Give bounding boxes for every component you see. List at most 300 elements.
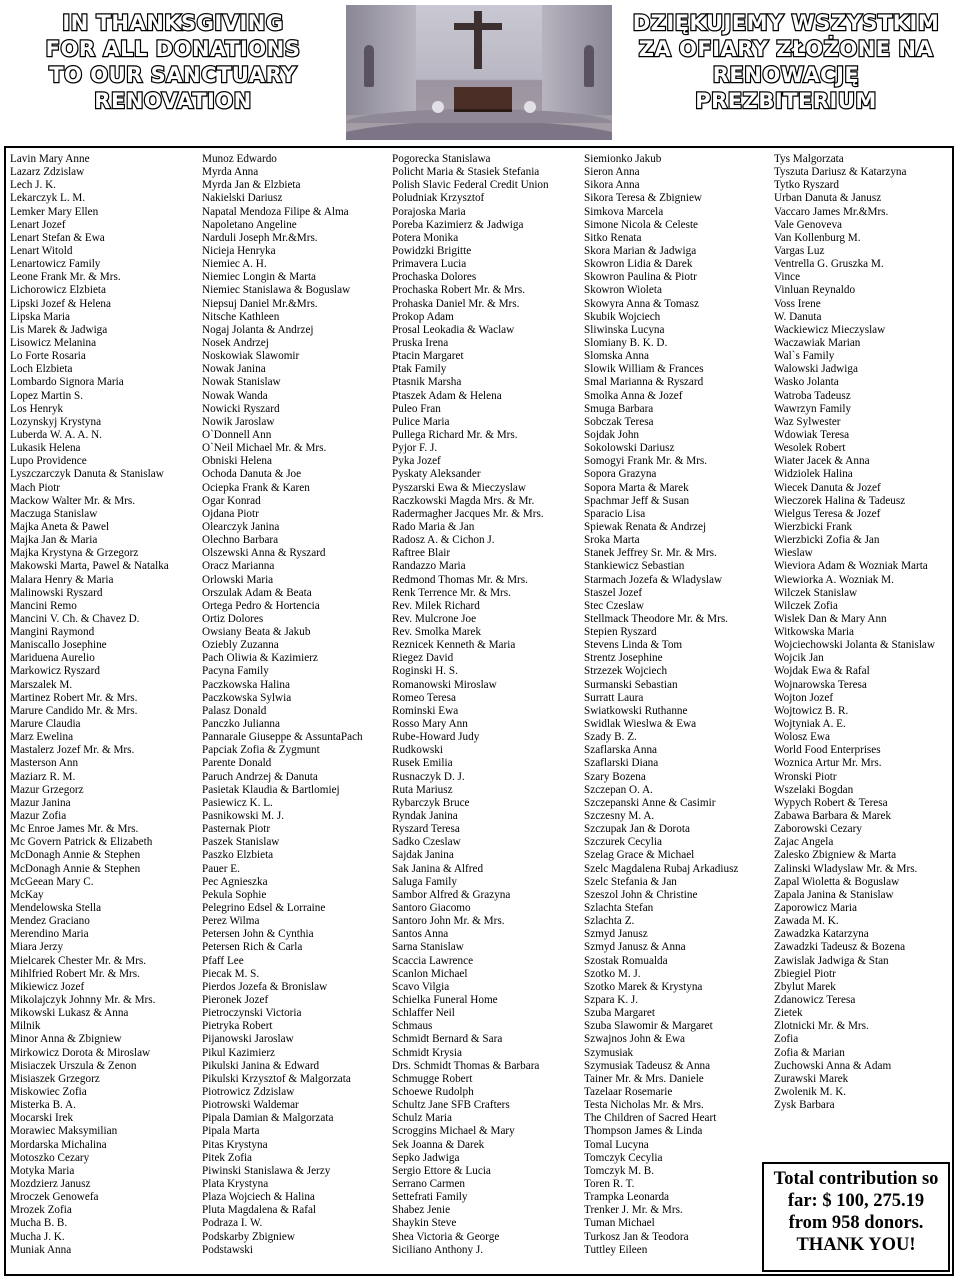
donor-name: Sroka Marta [584, 534, 640, 547]
donor-name: Luberda W. A. A. N. [10, 428, 102, 441]
donor-name: Nitsche Kathleen [202, 310, 280, 323]
donor-name: Sikora Teresa & Zbigniew [584, 192, 703, 205]
donor-name: Lombardo Signora Maria [10, 376, 124, 389]
donor-name: Walowski Jadwiga [774, 363, 858, 376]
donor-name: Niemiec Longin & Marta [202, 271, 317, 284]
donor-name: Perez Wilma [202, 915, 260, 928]
donor-name: Sek Joanna & Darek [392, 1138, 485, 1151]
photo-step-lower [346, 121, 612, 140]
donor-name: Slomiany B. K. D. [584, 336, 668, 349]
donor-column-1 [10, 153, 169, 1257]
donor-name: Policht Maria & Stasiek Stefania [392, 166, 540, 179]
donor-name: Palasz Donald [202, 704, 267, 717]
donor-name: Zalinski Wladyslaw Mr. & Mrs. [774, 862, 918, 875]
donor-name: Myrda Jan & Elzbieta [202, 179, 301, 192]
donor-name: Olearczyk Janina [202, 520, 280, 533]
donor-name: Orszulak Adam & Beata [202, 586, 312, 599]
donor-name: Niepsuj Daniel Mr.&Mrs. [202, 297, 318, 310]
donor-name: Zawadzka Katarzyna [774, 928, 869, 941]
donor-name: Rusnaczyk D. J. [392, 770, 465, 783]
donor-name: Motyka Maria [10, 1164, 75, 1177]
photo-crucifix [474, 11, 482, 69]
donor-name: Pieronek Jozef [202, 994, 269, 1006]
donor-name: Ptak Family [392, 363, 447, 376]
donor-name: Rominski Ewa [392, 704, 459, 717]
donor-name: Nowik Jaroslaw [202, 415, 275, 428]
donor-name: Ociepka Frank & Karen [202, 481, 310, 494]
donor-name: Muniak Anna [10, 1243, 72, 1256]
donor-name: Mastalerz Jozef Mr. & Mrs. [10, 744, 135, 757]
donor-name: Wypych Robert & Teresa [774, 796, 888, 809]
donor-name: Pogorecka Stanislawa [392, 153, 491, 165]
donor-name: Sieron Anna [584, 166, 640, 179]
donor-name: Nowak Stanislaw [202, 376, 281, 389]
donor-name: Wasko Jolanta [774, 376, 839, 389]
donor-name: Zapala Janina & Stanislaw [774, 888, 894, 901]
donor-name: Pulice Maria [392, 415, 450, 428]
donor-name: Sliwinska Lucyna [584, 323, 665, 336]
donor-name: Ogar Konrad [202, 494, 261, 507]
donor-name: Rosso Mary Ann [392, 718, 468, 731]
donor-name: Sergio Ettore & Lucia [392, 1164, 491, 1177]
donor-name: Mucha B. B. [10, 1217, 68, 1230]
donor-name: Pierdos Jozefa & Bronislaw [202, 980, 328, 993]
donor-name: Sitko Renata [584, 231, 642, 244]
donor-name: Smal Marianna & Ryszard [584, 376, 704, 389]
donor-name: Lenart Stefan & Ewa [10, 231, 105, 244]
donor-name: Petersen John & Cynthia [202, 928, 314, 941]
donor-name: Sobczak Teresa [584, 415, 654, 428]
donor-name: Ptaszek Adam & Helena [392, 389, 502, 402]
donor-name: Tomal Lucyna [584, 1138, 649, 1151]
donor-name: Pacyna Family [202, 665, 269, 678]
donor-name: Pelegrino Edsel & Lorraine [202, 902, 326, 915]
donor-name: Scavo Vilgia [392, 980, 450, 993]
donor-name: Schielka Funeral Home [392, 994, 498, 1006]
donor-name: Malinowski Ryszard [10, 586, 103, 599]
donor-name: Lo Forte Rosaria [10, 350, 86, 363]
donor-name: Mazur Janina [10, 796, 71, 809]
donor-name: Lozynskyj Krystyna [10, 415, 102, 428]
donor-name: Lyszczarczyk Danuta & Stanislaw [10, 468, 164, 481]
donor-name: Ortega Pedro & Hortencia [202, 599, 320, 612]
donor-name: Prohaska Daniel Mr. & Mrs. [392, 297, 520, 310]
donor-name: Zdanowicz Teresa [774, 994, 856, 1006]
donor-name: Rusek Emilia [392, 757, 453, 770]
donor-name: Szczesny M. A. [584, 810, 655, 823]
donor-name: Pruska Irena [392, 336, 449, 349]
donor-name: Pfaff Lee [202, 954, 244, 967]
donor-name: Woznica Artur Mr. Mrs. [774, 757, 882, 770]
donor-name: Szuba Margaret [584, 1007, 655, 1020]
donor-name: Podskarby Zbigniew [202, 1230, 295, 1243]
photo-wall-right [542, 5, 612, 115]
donor-name: Zlotnicki Mr. & Mrs. [774, 1020, 869, 1033]
donor-name: Mordarska Michalina [10, 1138, 107, 1151]
donor-name: Zwolenik M. K. [774, 1085, 847, 1098]
donor-name: Skubik Wojciech [584, 310, 661, 323]
donor-name: Poreba Kazimierz & Jadwiga [392, 218, 524, 231]
donor-name: Wojtowicz B. R. [774, 704, 849, 717]
donor-name: Szeszol John & Christine [584, 888, 698, 901]
english-heading-line: TO OUR SANCTUARY [49, 63, 297, 87]
donor-name: Mirkowicz Dorota & Miroslaw [10, 1046, 151, 1059]
donor-name: Lemker Mary Ellen [10, 205, 99, 218]
donor-name: Lenartowicz Family [10, 258, 101, 271]
donor-name: Urban Danuta & Janusz [774, 192, 882, 205]
donor-name: Mendez Graciano [10, 915, 90, 928]
donor-name: Raftree Blair [392, 547, 451, 560]
donor-name: Nowak Janina [202, 363, 266, 376]
donor-name: Waczawiak Marian [774, 336, 861, 349]
donor-name: Tomczyk M. B. [584, 1164, 655, 1177]
total-line: Total contribution so [773, 1169, 939, 1189]
donor-name: Stevens Linda & Tom [584, 639, 683, 652]
donor-name: Van Kollenburg M. [774, 231, 861, 244]
donor-name: Strzezek Wojciech [584, 665, 668, 678]
donor-name: Lazarz Zdzislaw [10, 166, 85, 179]
donor-name: Orlowski Maria [202, 573, 274, 586]
donor-name: Swiatkowski Ruthanne [584, 704, 688, 717]
donor-name: Stec Czeslaw [584, 599, 644, 612]
donor-name: Sojdak John [584, 428, 640, 441]
donor-name: Zapal Wioletta & Boguslaw [774, 875, 900, 888]
donor-name: Pikul Kazimierz [202, 1046, 276, 1059]
donor-name: Mariduena Aurelio [10, 652, 95, 665]
donor-name: Mc Enroe James Mr. & Mrs. [10, 823, 139, 836]
donor-name: Siciliano Anthony J. [392, 1243, 484, 1256]
donor-name: Ruta Mariusz [392, 783, 453, 796]
donor-name: Mikolajczyk Johnny Mr. & Mrs. [10, 994, 156, 1006]
donor-name: Oracz Marianna [202, 560, 275, 573]
donor-name: Puleo Fran [392, 402, 441, 415]
total-contribution-box [762, 1162, 950, 1272]
donor-name: Ryndak Janina [392, 810, 458, 823]
donor-name: Tys Malgorzata [774, 153, 844, 165]
photo-wall-left [346, 5, 416, 115]
donor-name: Sikora Anna [584, 179, 640, 192]
donor-name: Starmach Jozefa & Wladyslaw [584, 573, 723, 586]
donor-column-2 [202, 153, 363, 1257]
donor-name: Drs. Schmidt Thomas & Barbara [392, 1059, 540, 1072]
donor-name: Rev. Smolka Marek [392, 626, 482, 639]
donor-name: Wdowiak Teresa [774, 428, 850, 441]
donor-name: Primavera Lucia [392, 258, 467, 271]
donor-name: Watroba Tadeusz [774, 389, 851, 402]
donor-name: Nosek Andrzej [202, 336, 269, 349]
donor-name: Prosal Leokadia & Waclaw [392, 323, 515, 336]
donor-name: Rudkowski [392, 744, 443, 757]
donor-name: Wesolek Robert [774, 442, 846, 455]
donor-name: Lisowicz Melanina [10, 336, 97, 349]
donor-name: Plata Krystyna [202, 1177, 269, 1190]
donor-name: Porajoska Maria [392, 205, 466, 218]
donor-name: Martinez Robert Mr. & Mrs. [10, 691, 138, 704]
donor-name: Schmaus [392, 1020, 433, 1033]
donor-name: Rybarczyk Bruce [392, 796, 470, 809]
donor-name: Niemiec Stanislawa & Boguslaw [202, 284, 351, 297]
donor-name: Schmidt Krysia [392, 1046, 462, 1059]
donor-name: Lopez Martin S. [10, 389, 84, 402]
donor-name: Wojciechowski Jolanta & Stanislaw [774, 639, 935, 652]
donor-name: O`Neil Michael Mr. & Mrs. [202, 442, 327, 455]
donor-name: Wojtyniak A. E. [774, 718, 846, 731]
donor-name: Tytko Ryszard [774, 179, 839, 192]
donor-name: Owsiany Beata & Jakub [202, 626, 311, 639]
donor-name: Pluta Magdalena & Rafal [202, 1204, 317, 1217]
donor-name: Zaporowicz Maria [774, 902, 857, 915]
donor-name: Pannarale Giuseppe & AssuntaPach [202, 731, 363, 744]
donor-name: Siemionko Jakub [584, 153, 662, 165]
donor-name: Radosz A. & Cichon J. [392, 534, 495, 547]
donor-name: Wilczek Stanislaw [774, 586, 858, 599]
donor-name: O`Donnell Ann [202, 428, 272, 441]
donor-name: Masterson Ann [10, 757, 79, 770]
donor-name: Pitas Krystyna [202, 1138, 268, 1151]
donor-name: Papciak Zofia & Zygmunt [202, 744, 320, 757]
donor-name: Rado Maria & Jan [392, 520, 475, 533]
donor-name: Zbiegiel Piotr [774, 967, 836, 980]
donor-name: Paczkowska Sylwia [202, 691, 292, 704]
donor-name: Mucha J. K. [10, 1230, 65, 1243]
donor-name: Tyszuta Dariusz & Katarzyna [774, 166, 907, 179]
donor-name: Vale Genoveva [774, 218, 843, 231]
donor-name: Trenker J. Mr. & Mrs. [584, 1204, 683, 1217]
donor-name: Pietryka Robert [202, 1020, 273, 1033]
donor-name: Zaborowski Cezary [774, 823, 862, 836]
donor-name: Santoro John Mr. & Mrs. [392, 915, 505, 928]
donor-name: Toren R. T. [584, 1177, 635, 1190]
donor-name: Milnik [10, 1020, 41, 1033]
donor-name: Schmidt Bernard & Sara [392, 1033, 503, 1046]
donor-name: Sparacio Lisa [584, 507, 646, 520]
donor-name: Marure Candido Mr. & Mrs. [10, 704, 138, 717]
english-heading [8, 10, 338, 114]
photo-crucifix-beam [454, 23, 502, 30]
donor-name: Panczko Julianna [202, 718, 280, 731]
donor-name: Zalesko Zbigniew & Marta [774, 849, 897, 862]
photo-altar [454, 87, 512, 109]
donor-name: Pec Agnieszka [202, 875, 268, 888]
donor-name: Voss Irene [774, 297, 821, 310]
donor-name: Powidzki Brigitte [392, 244, 472, 257]
donor-name: Lenart Witold [10, 244, 73, 257]
donor-name: Redmond Thomas Mr. & Mrs. [392, 573, 528, 586]
donor-name: Mancini Remo [10, 599, 77, 612]
donor-name: Sokolowski Dariusz [584, 442, 675, 455]
donor-name: Munoz Edwardo [202, 153, 277, 165]
donor-name: Lukasik Helena [10, 442, 81, 455]
donor-name: Lekarczyk L. M. [10, 192, 86, 205]
donor-name: Pauer E. [202, 862, 240, 875]
donor-name: Reznicek Kenneth & Maria [392, 639, 516, 652]
donor-name: Podstawski [202, 1243, 253, 1256]
donor-name: Romeo Teresa [392, 691, 456, 704]
donor-name: Piotrowicz Zdzislaw [202, 1085, 295, 1098]
donor-name: Malara Henry & Maria [10, 573, 114, 586]
donor-name: Nowak Wanda [202, 389, 268, 402]
donor-name: Wielgus Teresa & Jozef [774, 507, 881, 520]
donor-name: Piotrowski Waldemar [202, 1099, 299, 1112]
donor-name: Merendino Maria [10, 928, 89, 941]
donor-name: Pyszarski Ewa & Mieczyslaw [392, 481, 526, 494]
donor-name: Poludniak Krzysztof [392, 192, 485, 205]
donor-name: Zietek [774, 1007, 803, 1020]
donor-name: Smuga Barbara [584, 402, 654, 415]
donor-name: Nogaj Jolanta & Andrzej [202, 323, 314, 336]
donor-name: Ptacin Margaret [392, 350, 464, 363]
donor-name: Prochaska Dolores [392, 271, 477, 284]
donor-name: Tuman Michael [584, 1217, 655, 1230]
donor-name: Lupo Providence [10, 455, 87, 468]
donor-name: Paszko Elzbieta [202, 849, 274, 862]
donor-name: Scanlon Michael [392, 967, 468, 980]
donor-name: Lavin Mary Anne [10, 153, 90, 165]
donor-name: Mendelowska Stella [10, 902, 102, 915]
donor-name: Szczepanski Anne & Casimir [584, 796, 716, 809]
donor-column-3 [392, 153, 549, 1257]
donor-name: Wilczek Zofia [774, 599, 838, 612]
donor-name: Wierzbicki Zofia & Jan [774, 534, 880, 547]
donor-name: Mozdzierz Janusz [10, 1177, 91, 1190]
donor-name: Ojdana Piotr [202, 507, 259, 520]
donor-name: Plaza Wojciech & Halina [202, 1191, 315, 1204]
donor-name: Spachmar Jeff & Susan [584, 494, 690, 507]
donor-name: Szmyd Janusz & Anna [584, 941, 686, 954]
donor-name: Marure Claudia [10, 718, 81, 731]
donor-name: Szotko M. J. [584, 967, 641, 980]
donor-name: Nowicki Ryszard [202, 402, 280, 415]
donor-name: Testa Nicholas Mr. & Mrs. [584, 1099, 704, 1112]
donor-name: Szelc Stefania & Jan [584, 875, 677, 888]
donor-name: Schmugge Robert [392, 1072, 473, 1085]
donor-name: Myrda Anna [202, 166, 259, 179]
donor-name: Vince [774, 271, 801, 284]
donor-name: Szady B. Z. [584, 731, 637, 744]
donor-name: Nakielski Dariusz [202, 192, 283, 205]
sanctuary-photo [346, 5, 612, 140]
donor-name: Wal`s Family [774, 350, 835, 363]
donor-name: Olszewski Anna & Ryszard [202, 547, 326, 560]
donor-name: Maniscallo Josephine [10, 639, 107, 652]
polish-heading-line: PREZBITERIUM [695, 89, 877, 113]
donor-name: Wiewiorka A. Wozniak M. [774, 573, 894, 586]
donor-name: Prokop Adam [392, 310, 454, 323]
donor-name: Zysk Barbara [774, 1099, 835, 1112]
donor-name: Mroczek Genowefa [10, 1191, 99, 1204]
donor-name: Slowik William & Frances [584, 363, 704, 376]
donor-name: Mrozek Zofia [10, 1204, 72, 1217]
donor-name: Zuchowski Anna & Adam [774, 1059, 892, 1072]
donor-name: Rube-Howard Judy [392, 731, 480, 744]
donor-name: Pach Oliwia & Kazimierz [202, 652, 318, 665]
donor-name: Mancini V. Ch. & Chavez D. [10, 612, 140, 625]
donor-name: Polish Slavic Federal Credit Union [392, 179, 549, 192]
donor-name: Lichorowicz Elzbieta [10, 284, 106, 297]
donor-name: Sarna Stanislaw [392, 941, 464, 954]
donor-name: Misiaszek Grzegorz [10, 1072, 100, 1085]
donor-name: Simone Nicola & Celeste [584, 218, 699, 231]
donor-name: Szelag Grace & Michael [584, 849, 695, 862]
donor-name: McGeean Mary C. [10, 875, 94, 888]
donor-name: Miara Jerzy [10, 941, 64, 954]
donor-name: Piwinski Stanislawa & Jerzy [202, 1164, 331, 1177]
donor-name: Szwajnos John & Ewa [584, 1033, 685, 1046]
donor-name: Morawiec Maksymilian [10, 1125, 118, 1138]
donor-name: Zawada M. K. [774, 915, 839, 928]
donor-name: Santoro Giacomo [392, 902, 471, 915]
donor-name: Leone Frank Mr. & Mrs. [10, 271, 121, 284]
donor-name: Szotko Marek & Krystyna [584, 980, 703, 993]
donor-name: Randazzo Maria [392, 560, 466, 573]
donor-name: Pyka Jozef [392, 455, 441, 468]
donor-name: Sepko Jadwiga [392, 1151, 460, 1164]
donor-name: Marz Ewelina [10, 731, 74, 744]
donor-name: Mikiewicz Jozef [10, 980, 85, 993]
donor-name: Majka Krystyna & Grzegorz [10, 547, 139, 560]
donor-name: Riegez David [392, 652, 454, 665]
donor-name: Wieslaw [774, 547, 813, 560]
donor-name: Pijanowski Jaroslaw [202, 1033, 294, 1046]
donor-name: Pekula Sophie [202, 888, 267, 901]
donor-name: Wiater Jacek & Anna [774, 455, 870, 468]
donor-name: Shea Victoria & George [392, 1230, 500, 1243]
donor-name: Tazelaar Rosemarie [584, 1085, 673, 1098]
donor-name: W. Danuta [774, 310, 822, 323]
donor-name: Loch Elzbieta [10, 363, 73, 376]
donor-name: Potera Monika [392, 231, 459, 244]
donor-name: Rev. Milek Richard [392, 599, 480, 612]
donor-name: Smolka Anna & Jozef [584, 389, 683, 402]
total-line: THANK YOU! [796, 1235, 916, 1255]
donor-name: Minor Anna & Zbigniew [10, 1033, 122, 1046]
donor-name: Thompson James & Linda [584, 1125, 703, 1138]
donor-name: Lenart Jozef [10, 218, 66, 231]
donor-name: Surmanski Sebastian [584, 678, 678, 691]
donor-name: Lipska Maria [10, 310, 70, 323]
donor-name: Zofia [774, 1033, 799, 1046]
donor-name: Shaykin Steve [392, 1217, 457, 1230]
donor-name: Renk Terrence Mr. & Mrs. [392, 586, 511, 599]
donor-name: Staszel Jozef [584, 586, 643, 599]
donor-name: Szelc Magdalena Rubaj Arkadiusz [584, 862, 739, 875]
total-line: from 958 donors. [788, 1213, 924, 1233]
english-heading-line: IN THANKSGIVING [62, 11, 284, 35]
donor-name: Zajac Angela [774, 836, 834, 849]
polish-heading-line: DZIĘKUJEMY WSZYSTKIM [632, 11, 940, 35]
donor-name: Stankiewicz Sebastian [584, 560, 685, 573]
donor-column-5 [774, 153, 935, 1112]
donor-name: Pyjor F. J. [392, 442, 438, 455]
donor-name: McDonagh Annie & Stephen [10, 849, 141, 862]
donor-name: Miskowiec Zofia [10, 1085, 87, 1098]
donor-name: Szlachta Z. [584, 915, 635, 928]
english-heading-line: FOR ALL DONATIONS [45, 37, 301, 61]
donor-name: Pietroczynski Victoria [202, 1007, 302, 1020]
donor-name: Mielcarek Chester Mr. & Mrs. [10, 954, 147, 967]
photo-candle-stand [432, 101, 444, 113]
donor-name: Wackiewicz Mieczyslaw [774, 323, 886, 336]
donor-name: Slomska Anna [584, 350, 649, 363]
donor-name: Pasiewicz K. L. [202, 796, 273, 809]
donor-name: Maczuga Stanislaw [10, 507, 98, 520]
donor-name: Sajdak Janina [392, 849, 454, 862]
donor-name: Petersen Rich & Carla [202, 941, 303, 954]
donor-name: Lis Marek & Jadwiga [10, 323, 108, 336]
donor-name: Skowron Wioleta [584, 284, 662, 297]
donor-name: Majka Jan & Maria [10, 534, 98, 547]
donor-name: Pitek Zofia [202, 1151, 253, 1164]
